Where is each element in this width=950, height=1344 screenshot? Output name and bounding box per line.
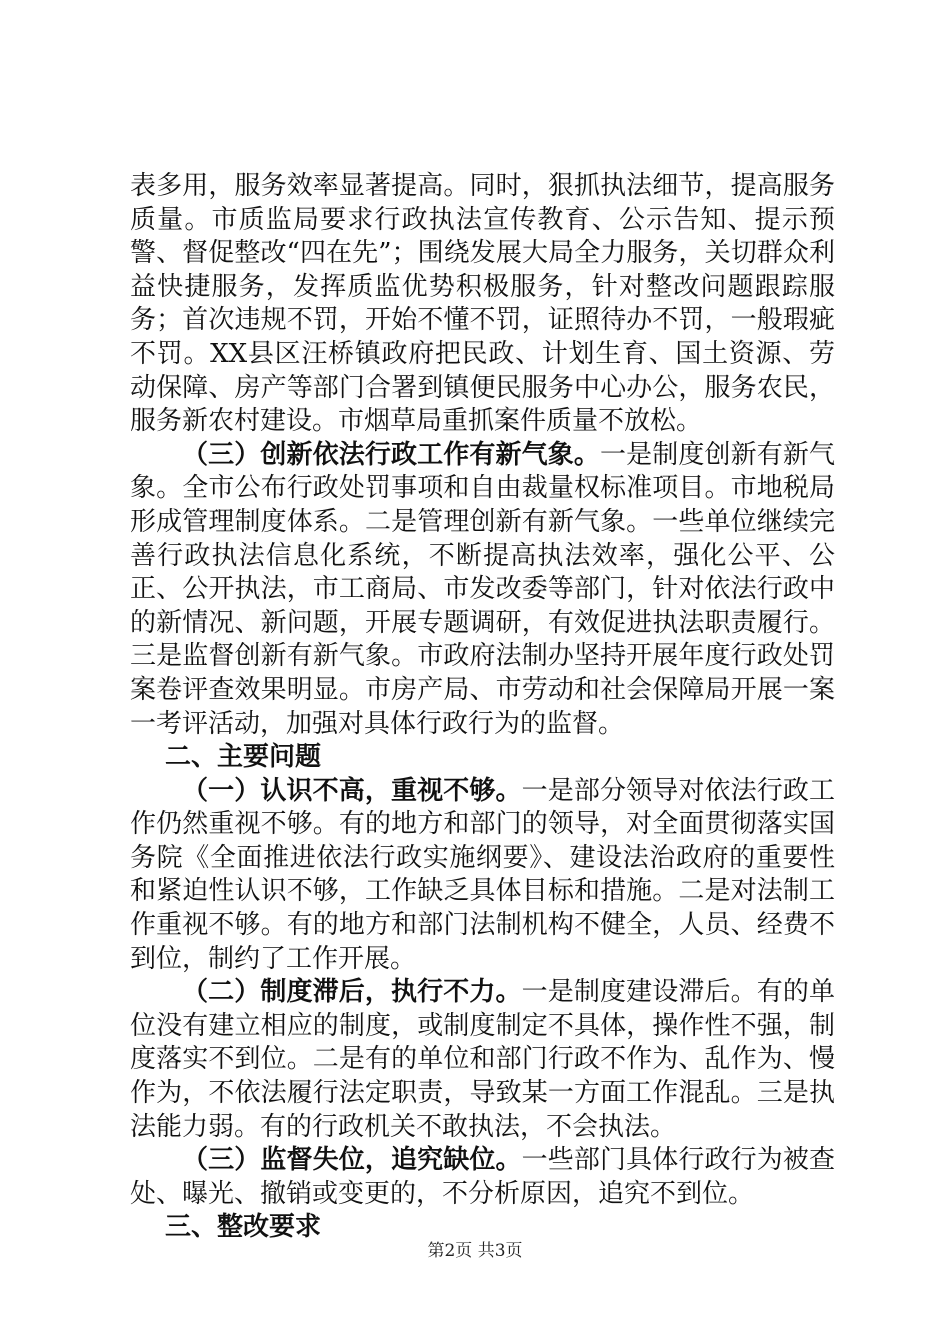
- paragraph-lead: （三）创新依法行政工作有新气象。: [182, 439, 600, 470]
- problem-item-lead: （二）制度滞后，执行不力。: [182, 977, 522, 1008]
- paragraph-innovation: [130, 439, 835, 741]
- page-number: 第2页 共3页: [427, 1241, 523, 1261]
- problem-item-system: [130, 976, 835, 1144]
- section-heading-main-problems: 二、主要问题: [165, 742, 322, 773]
- section-heading-rectification: 三、整改要求: [165, 1212, 322, 1243]
- problem-item-lead: （一）认识不高，重视不够。: [182, 775, 522, 806]
- paragraph-text: 一是制度创新有新气象。全市公布行政处罚事项和自由裁量权标准项目。市地税局形成管理制度体系。二是管理创新有新气象。一些单位继续完善行政执法信息化系统，不断提高执法效率，强化公平、公正、公开执法，市工商局、市发改委等部门，针对依法行政中的新情况、新问题，开展专题调研，有效促进执法职责履行。三是监督创新有新气象。市政府法制办坚持开展年度行政处罚案卷评查效果明显。市房产局、市劳动和社会保障局开展一案一考评活动，加强对具体行政行为的监督。: [130, 439, 835, 739]
- document-body: [130, 170, 835, 1245]
- problem-item-supervision: [130, 1144, 835, 1211]
- paragraph-service-efficiency: [130, 170, 835, 439]
- problem-item-text: 一是制度建设滞后。有的单位没有建立相应的制度，或制度制定不具体，操作性不强，制度落实不到位。二是有的单位和部门行政不作为、乱作为、慢作为，不依法履行法定职责，导致某一方面工作混乱。三是执法能力弱。有的行政机关不敢执法，不会执法。: [130, 977, 835, 1142]
- problem-item-awareness: [130, 775, 835, 977]
- problem-item-lead: （三）监督失位，追究缺位。: [182, 1145, 522, 1176]
- problem-item-text: 一些部门具体行政行为被查处、曝光、撤销或变更的，不分析原因，追究不到位。: [130, 1145, 835, 1209]
- problem-item-text: 一是部分领导对依法行政工作仍然重视不够。有的地方和部门的领导，对全面贯彻落实国务院《全面推进依法行政实施纲要》、建设法治政府的重要性和紧迫性认识不够，工作缺乏具体目标和措施。二是对法制工作重视不够。有的地方和部门法制机构不健全，人员、经费不到位，制约了工作开展。: [130, 775, 835, 974]
- page-footer: [0, 1240, 950, 1262]
- paragraph-text: 表多用，服务效率显著提高。同时，狠抓执法细节，提高服务质量。市质监局要求行政执法宣传教育、公示告知、提示预警、督促整改“四在先”；围绕发展大局全力服务，关切群众利益快捷服务，发挥质监优势积极服务，针对整改问题跟踪服务；首次违规不罚，开始不懂不罚，证照待办不罚，一般瑕疵不罚。XX县区汪桥镇政府把民政、计划生育、国土资源、劳动保障、房产等部门合署到镇便民服务中心办公，服务农民，服务新农村建设。市烟草局重抓案件质量不放松。: [130, 171, 835, 437]
